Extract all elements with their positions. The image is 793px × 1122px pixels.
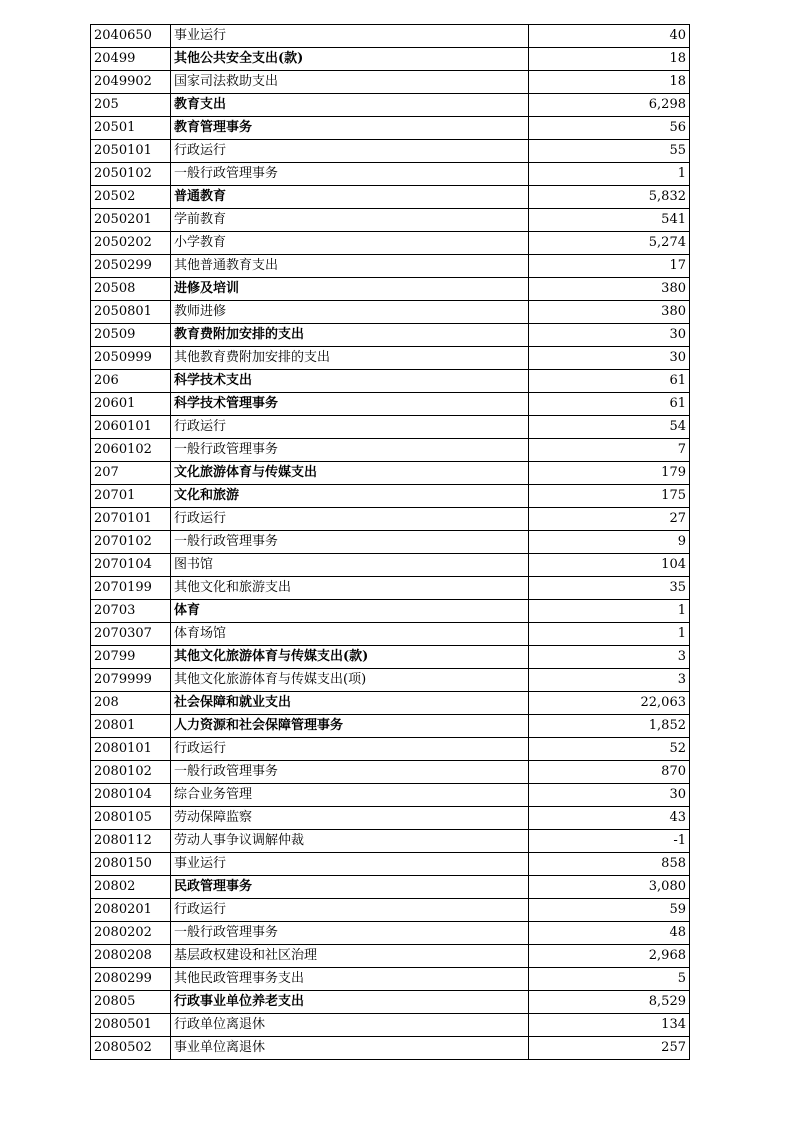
subject-name-cell: 一般行政管理事务 [171, 163, 529, 186]
amount-cell: 9 [529, 531, 690, 554]
subject-name-cell: 国家司法救助支出 [171, 71, 529, 94]
amount-cell: 7 [529, 439, 690, 462]
amount-cell: 179 [529, 462, 690, 485]
subject-name-cell: 社会保障和就业支出 [171, 692, 529, 715]
table-row [91, 922, 690, 945]
amount-cell: 5,832 [529, 186, 690, 209]
amount-cell: 22,063 [529, 692, 690, 715]
subject-code-cell: 2080101 [91, 738, 171, 761]
subject-code-cell: 2050202 [91, 232, 171, 255]
subject-code-cell: 2070199 [91, 577, 171, 600]
amount-cell: -1 [529, 830, 690, 853]
subject-code-cell: 2080501 [91, 1014, 171, 1037]
subject-code-cell: 2040650 [91, 25, 171, 48]
amount-cell: 30 [529, 324, 690, 347]
subject-code-cell: 2080202 [91, 922, 171, 945]
table-row [91, 117, 690, 140]
subject-name-cell: 一般行政管理事务 [171, 531, 529, 554]
table-row [91, 692, 690, 715]
subject-name-cell: 科学技术管理事务 [171, 393, 529, 416]
subject-name-cell: 普通教育 [171, 186, 529, 209]
amount-cell: 55 [529, 140, 690, 163]
table-row [91, 140, 690, 163]
subject-code-cell: 2080502 [91, 1037, 171, 1060]
subject-name-cell: 科学技术支出 [171, 370, 529, 393]
table-row [91, 761, 690, 784]
subject-name-cell: 小学教育 [171, 232, 529, 255]
subject-code-cell: 20499 [91, 48, 171, 71]
amount-cell: 30 [529, 784, 690, 807]
table-row [91, 991, 690, 1014]
table-row [91, 48, 690, 71]
amount-cell: 380 [529, 278, 690, 301]
subject-code-cell: 2050102 [91, 163, 171, 186]
table-row [91, 393, 690, 416]
table-row [91, 508, 690, 531]
subject-code-cell: 20601 [91, 393, 171, 416]
table-row [91, 876, 690, 899]
subject-code-cell: 2080208 [91, 945, 171, 968]
subject-code-cell: 207 [91, 462, 171, 485]
table-row [91, 416, 690, 439]
table-row [91, 1014, 690, 1037]
subject-code-cell: 205 [91, 94, 171, 117]
table-row [91, 715, 690, 738]
subject-name-cell: 教育支出 [171, 94, 529, 117]
table-row [91, 945, 690, 968]
subject-code-cell: 20508 [91, 278, 171, 301]
table-row [91, 324, 690, 347]
amount-cell: 6,298 [529, 94, 690, 117]
subject-name-cell: 学前教育 [171, 209, 529, 232]
table-row [91, 899, 690, 922]
subject-name-cell: 其他普通教育支出 [171, 255, 529, 278]
subject-name-cell: 其他文化旅游体育与传媒支出(款) [171, 646, 529, 669]
subject-name-cell: 文化旅游体育与传媒支出 [171, 462, 529, 485]
subject-name-cell: 进修及培训 [171, 278, 529, 301]
table-row [91, 255, 690, 278]
amount-cell: 104 [529, 554, 690, 577]
subject-name-cell: 文化和旅游 [171, 485, 529, 508]
subject-name-cell: 教育费附加安排的支出 [171, 324, 529, 347]
subject-code-cell: 2060101 [91, 416, 171, 439]
amount-cell: 27 [529, 508, 690, 531]
table-row [91, 347, 690, 370]
budget-expenditure-table [90, 24, 690, 1060]
subject-name-cell: 其他文化旅游体育与传媒支出(项) [171, 669, 529, 692]
subject-code-cell: 2080102 [91, 761, 171, 784]
amount-cell: 175 [529, 485, 690, 508]
amount-cell: 17 [529, 255, 690, 278]
table-row [91, 301, 690, 324]
amount-cell: 8,529 [529, 991, 690, 1014]
subject-code-cell: 20509 [91, 324, 171, 347]
subject-code-cell: 2070307 [91, 623, 171, 646]
table-row [91, 853, 690, 876]
subject-name-cell: 行政运行 [171, 899, 529, 922]
amount-cell: 61 [529, 393, 690, 416]
table-row [91, 71, 690, 94]
subject-code-cell: 20703 [91, 600, 171, 623]
subject-code-cell: 2070102 [91, 531, 171, 554]
table-row [91, 485, 690, 508]
table-row [91, 209, 690, 232]
subject-code-cell: 2050299 [91, 255, 171, 278]
amount-cell: 1,852 [529, 715, 690, 738]
amount-cell: 61 [529, 370, 690, 393]
subject-name-cell: 教育管理事务 [171, 117, 529, 140]
subject-name-cell: 基层政权建设和社区治理 [171, 945, 529, 968]
subject-code-cell: 20799 [91, 646, 171, 669]
table-row [91, 577, 690, 600]
table-row [91, 738, 690, 761]
subject-code-cell: 2050801 [91, 301, 171, 324]
subject-code-cell: 20701 [91, 485, 171, 508]
amount-cell: 3 [529, 669, 690, 692]
amount-cell: 257 [529, 1037, 690, 1060]
subject-code-cell: 2080105 [91, 807, 171, 830]
subject-name-cell: 体育场馆 [171, 623, 529, 646]
subject-code-cell: 2080201 [91, 899, 171, 922]
subject-name-cell: 综合业务管理 [171, 784, 529, 807]
table-row [91, 1037, 690, 1060]
subject-name-cell: 一般行政管理事务 [171, 922, 529, 945]
subject-code-cell: 2050999 [91, 347, 171, 370]
subject-name-cell: 其他文化和旅游支出 [171, 577, 529, 600]
amount-cell: 2,968 [529, 945, 690, 968]
amount-cell: 134 [529, 1014, 690, 1037]
subject-name-cell: 人力资源和社会保障管理事务 [171, 715, 529, 738]
subject-name-cell: 其他公共安全支出(款) [171, 48, 529, 71]
subject-code-cell: 2070101 [91, 508, 171, 531]
amount-cell: 54 [529, 416, 690, 439]
subject-name-cell: 行政事业单位养老支出 [171, 991, 529, 1014]
subject-name-cell: 行政运行 [171, 416, 529, 439]
table-row [91, 25, 690, 48]
subject-name-cell: 事业运行 [171, 25, 529, 48]
subject-name-cell: 其他民政管理事务支出 [171, 968, 529, 991]
amount-cell: 1 [529, 163, 690, 186]
table-row [91, 94, 690, 117]
table-row [91, 439, 690, 462]
table-row [91, 186, 690, 209]
table-row [91, 462, 690, 485]
subject-code-cell: 206 [91, 370, 171, 393]
subject-code-cell: 2079999 [91, 669, 171, 692]
amount-cell: 1 [529, 600, 690, 623]
subject-code-cell: 2080104 [91, 784, 171, 807]
subject-code-cell: 20802 [91, 876, 171, 899]
amount-cell: 48 [529, 922, 690, 945]
subject-code-cell: 20501 [91, 117, 171, 140]
subject-name-cell: 体育 [171, 600, 529, 623]
subject-name-cell: 其他教育费附加安排的支出 [171, 347, 529, 370]
subject-name-cell: 劳动保障监察 [171, 807, 529, 830]
table-row [91, 669, 690, 692]
table-row [91, 830, 690, 853]
table-row [91, 784, 690, 807]
amount-cell: 5 [529, 968, 690, 991]
table-row [91, 968, 690, 991]
table-body [91, 25, 690, 1060]
amount-cell: 40 [529, 25, 690, 48]
subject-code-cell: 2070104 [91, 554, 171, 577]
subject-code-cell: 20805 [91, 991, 171, 1014]
table-row [91, 646, 690, 669]
amount-cell: 5,274 [529, 232, 690, 255]
subject-code-cell: 2080112 [91, 830, 171, 853]
subject-code-cell: 2050101 [91, 140, 171, 163]
subject-name-cell: 事业运行 [171, 853, 529, 876]
table-row [91, 807, 690, 830]
subject-name-cell: 劳动人事争议调解仲裁 [171, 830, 529, 853]
subject-code-cell: 2060102 [91, 439, 171, 462]
amount-cell: 858 [529, 853, 690, 876]
subject-code-cell: 2049902 [91, 71, 171, 94]
amount-cell: 52 [529, 738, 690, 761]
subject-name-cell: 教师进修 [171, 301, 529, 324]
amount-cell: 56 [529, 117, 690, 140]
subject-code-cell: 2080150 [91, 853, 171, 876]
subject-name-cell: 行政运行 [171, 508, 529, 531]
amount-cell: 3 [529, 646, 690, 669]
subject-code-cell: 20801 [91, 715, 171, 738]
subject-code-cell: 20502 [91, 186, 171, 209]
amount-cell: 380 [529, 301, 690, 324]
table-row [91, 232, 690, 255]
amount-cell: 43 [529, 807, 690, 830]
table-row [91, 531, 690, 554]
subject-name-cell: 图书馆 [171, 554, 529, 577]
amount-cell: 30 [529, 347, 690, 370]
amount-cell: 18 [529, 71, 690, 94]
subject-name-cell: 行政运行 [171, 738, 529, 761]
amount-cell: 870 [529, 761, 690, 784]
amount-cell: 18 [529, 48, 690, 71]
subject-code-cell: 208 [91, 692, 171, 715]
table-row [91, 554, 690, 577]
subject-code-cell: 2080299 [91, 968, 171, 991]
subject-name-cell: 行政运行 [171, 140, 529, 163]
subject-name-cell: 一般行政管理事务 [171, 439, 529, 462]
amount-cell: 35 [529, 577, 690, 600]
table-row [91, 623, 690, 646]
subject-name-cell: 事业单位离退休 [171, 1037, 529, 1060]
amount-cell: 1 [529, 623, 690, 646]
amount-cell: 59 [529, 899, 690, 922]
table-row [91, 278, 690, 301]
subject-name-cell: 民政管理事务 [171, 876, 529, 899]
subject-name-cell: 一般行政管理事务 [171, 761, 529, 784]
table-row [91, 600, 690, 623]
table-row [91, 163, 690, 186]
amount-cell: 3,080 [529, 876, 690, 899]
table-row [91, 370, 690, 393]
subject-code-cell: 2050201 [91, 209, 171, 232]
amount-cell: 541 [529, 209, 690, 232]
subject-name-cell: 行政单位离退休 [171, 1014, 529, 1037]
